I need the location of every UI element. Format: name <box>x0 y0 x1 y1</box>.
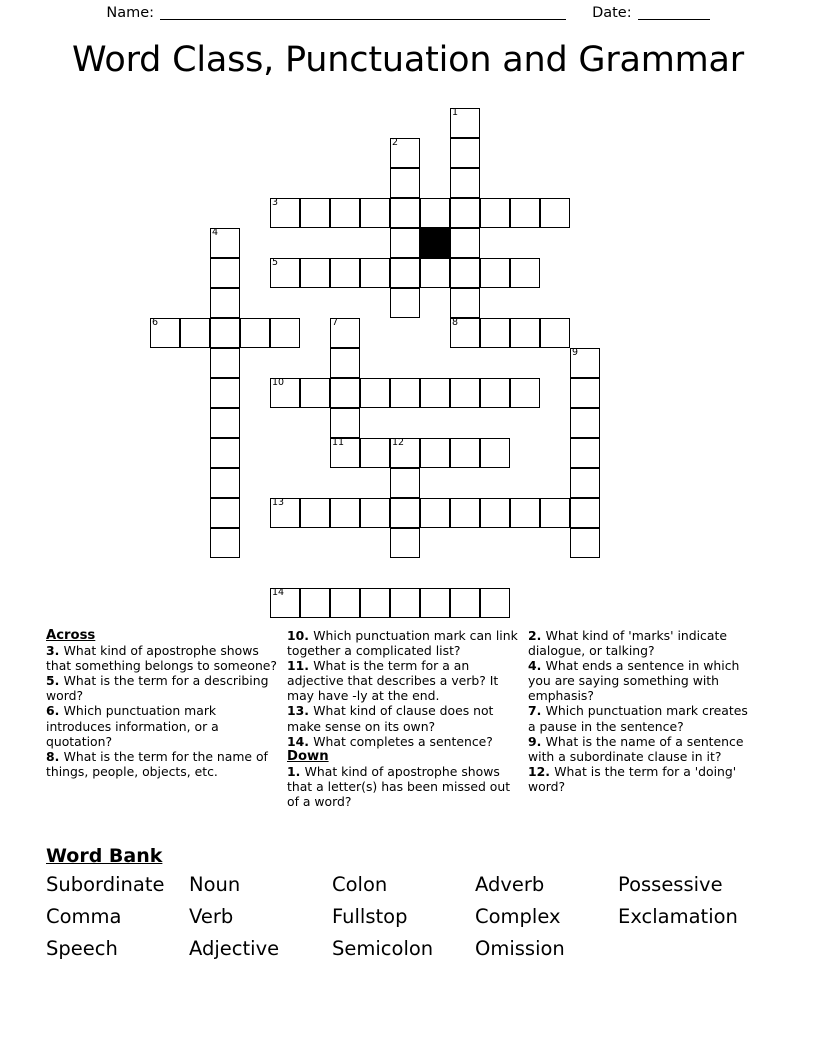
crossword-cell[interactable] <box>420 588 450 618</box>
crossword-cell[interactable] <box>330 198 360 228</box>
crossword-cell[interactable] <box>510 318 540 348</box>
crossword-cell[interactable] <box>570 408 600 438</box>
crossword-cell[interactable] <box>210 258 240 288</box>
crossword-cell[interactable] <box>210 468 240 498</box>
crossword-cell[interactable] <box>450 318 480 348</box>
crossword-cell[interactable] <box>360 588 390 618</box>
crossword-cell[interactable] <box>270 258 300 288</box>
clue-number: 13. <box>287 703 314 719</box>
crossword-cell[interactable] <box>270 378 300 408</box>
clue-number: 8. <box>46 748 64 764</box>
crossword-cell[interactable] <box>390 498 420 528</box>
crossword-cell[interactable] <box>510 498 540 528</box>
clue-text: What is the name of a sentence with a subordinate clause in it? <box>528 733 744 764</box>
cell-number: 14 <box>272 587 285 598</box>
crossword-cell[interactable] <box>450 168 480 198</box>
clue-number: 10. <box>287 628 314 643</box>
clue-text: What ends a sentence in which you are saying something with emphasis? <box>528 658 740 704</box>
word-bank-section <box>46 845 786 963</box>
crossword-cell[interactable] <box>480 258 510 288</box>
cell-number: 10 <box>272 377 285 388</box>
clue-item <box>528 764 759 794</box>
crossword-cell[interactable] <box>330 588 360 618</box>
cell-number: 8 <box>452 317 459 328</box>
crossword-cell[interactable] <box>480 198 510 228</box>
clue-column-1 <box>46 628 287 828</box>
cell-number: 5 <box>272 257 279 268</box>
crossword-cell[interactable] <box>330 438 360 468</box>
crossword-cell[interactable] <box>210 528 240 558</box>
word-bank-heading: Word Bank <box>46 845 163 867</box>
crossword-cell[interactable] <box>210 228 240 258</box>
crossword-cell[interactable] <box>330 408 360 438</box>
clue-column-2 <box>287 628 528 828</box>
crossword-cell[interactable] <box>210 348 240 378</box>
clue-item <box>528 703 759 733</box>
crossword-cell[interactable] <box>450 198 480 228</box>
crossword-cell[interactable] <box>510 378 540 408</box>
crossword-cell[interactable] <box>210 378 240 408</box>
crossword-cell[interactable] <box>480 378 510 408</box>
crossword-cell[interactable] <box>390 288 420 318</box>
clue-number: 3. <box>46 643 64 659</box>
word-bank-word[interactable]: Speech <box>46 937 118 960</box>
word-bank-word[interactable]: Exclamation <box>618 905 738 928</box>
clue-item <box>46 749 277 779</box>
crossword-cell[interactable] <box>330 318 360 348</box>
crossword-cell[interactable] <box>180 318 210 348</box>
crossword-cell[interactable] <box>510 258 540 288</box>
clue-number: 9. <box>528 733 546 749</box>
crossword-cell[interactable] <box>360 438 390 468</box>
crossword-cell[interactable] <box>210 498 240 528</box>
cell-number: 11 <box>332 437 345 448</box>
clue-item <box>46 703 277 748</box>
clue-number: 2. <box>528 628 546 643</box>
down-heading: Down <box>287 748 329 764</box>
clue-text: What kind of clause does not make sense on its own? <box>287 703 494 734</box>
crossword-cell[interactable] <box>450 498 480 528</box>
word-bank-word[interactable]: Semicolon <box>332 937 434 960</box>
crossword-cell[interactable] <box>420 378 450 408</box>
date-label: Date: <box>592 5 632 21</box>
clue-item <box>287 734 518 749</box>
clue-text: What is the term for the name of things, people, objects, etc. <box>46 748 268 779</box>
crossword-cell[interactable] <box>570 348 600 378</box>
crossword-cell[interactable] <box>420 198 450 228</box>
word-bank-word[interactable]: Subordinate <box>46 873 165 896</box>
crossword-cell[interactable] <box>210 318 240 348</box>
clue-text: Which punctuation mark introduces information, or a quotation? <box>46 703 219 749</box>
crossword-cell[interactable] <box>360 258 390 288</box>
cell-number: 7 <box>332 317 339 328</box>
date-write-line[interactable] <box>638 7 710 20</box>
clue-number: 4. <box>528 658 546 674</box>
name-write-line[interactable] <box>160 7 566 20</box>
crossword-cell[interactable] <box>360 498 390 528</box>
clue-text: What is the term for a 'doing' word? <box>528 763 737 794</box>
crossword-cell[interactable] <box>270 318 300 348</box>
crossword-cell[interactable] <box>390 228 420 258</box>
crossword-cell[interactable] <box>480 438 510 468</box>
crossword-cell[interactable] <box>390 198 420 228</box>
name-date-row <box>0 0 816 26</box>
cell-number: 4 <box>212 227 219 238</box>
word-bank-grid <box>46 871 786 963</box>
crossword-cell[interactable] <box>300 588 330 618</box>
crossword-cell[interactable] <box>480 498 510 528</box>
cell-number: 2 <box>392 137 399 148</box>
crossword-cell[interactable] <box>330 498 360 528</box>
crossword-cell[interactable] <box>210 288 240 318</box>
across-heading: Across <box>46 628 96 643</box>
word-bank-word[interactable]: Noun <box>189 873 241 896</box>
clue-number: 5. <box>46 673 64 689</box>
crossword-cell[interactable] <box>570 528 600 558</box>
clue-text: What is the term for a describing word? <box>46 673 269 704</box>
crossword-cell[interactable] <box>390 168 420 198</box>
crossword-cell[interactable] <box>480 588 510 618</box>
clue-item <box>528 734 759 764</box>
crossword-cell[interactable] <box>390 468 420 498</box>
crossword-cell[interactable] <box>150 318 180 348</box>
word-bank-word[interactable]: Adjective <box>189 937 280 960</box>
clue-text: Which punctuation mark creates a pause in the sentence? <box>528 703 748 734</box>
crossword-cell[interactable] <box>570 378 600 408</box>
crossword-cell[interactable] <box>570 498 600 528</box>
crossword-cell[interactable] <box>390 258 420 288</box>
clue-item <box>528 658 759 703</box>
clue-item <box>287 764 518 809</box>
crossword-cell[interactable] <box>300 378 330 408</box>
crossword-cell[interactable] <box>210 408 240 438</box>
crossword-cell[interactable] <box>330 348 360 378</box>
crossword-cell[interactable] <box>270 198 300 228</box>
cell-number: 13 <box>272 497 285 508</box>
crossword-cell[interactable] <box>540 318 570 348</box>
crossword-cell[interactable] <box>390 378 420 408</box>
crossword-cell[interactable] <box>420 498 450 528</box>
clue-number: 12. <box>528 763 555 779</box>
word-bank-word[interactable]: Verb <box>189 905 234 928</box>
word-bank-word[interactable]: Fullstop <box>332 905 408 928</box>
crossword-cell[interactable] <box>450 378 480 408</box>
crossword-cell[interactable] <box>390 138 420 168</box>
clue-text: What kind of 'marks' indicate dialogue, or talking? <box>528 628 727 659</box>
word-bank-empty <box>618 935 786 963</box>
name-label: Name: <box>106 5 155 21</box>
clue-item <box>46 673 277 703</box>
clue-number: 6. <box>46 703 64 719</box>
crossword-cell[interactable] <box>270 498 300 528</box>
cell-number: 3 <box>272 197 279 208</box>
crossword-cell[interactable] <box>510 198 540 228</box>
clue-item <box>528 628 759 658</box>
word-bank-word[interactable]: Omission <box>475 937 565 960</box>
crossword-cell[interactable] <box>450 438 480 468</box>
clue-text: Which punctuation mark can link together a complicated list? <box>287 628 518 659</box>
page-title: Word Class, Punctuation and Grammar <box>72 40 744 80</box>
crossword-cell[interactable] <box>300 498 330 528</box>
crossword-cell[interactable] <box>300 258 330 288</box>
word-bank-word[interactable]: Comma <box>46 905 122 928</box>
clue-item <box>46 643 277 673</box>
word-bank-word[interactable]: Colon <box>332 873 388 896</box>
clue-text: What kind of apostrophe shows that something belongs to someone? <box>46 643 278 674</box>
crossword-cell[interactable] <box>390 528 420 558</box>
crossword-cell[interactable] <box>450 588 480 618</box>
crossword-cell[interactable] <box>420 258 450 288</box>
crossword-cell[interactable] <box>330 258 360 288</box>
crossword-cell[interactable] <box>450 258 480 288</box>
crossword-block-cell <box>420 228 450 258</box>
clue-text: What completes a sentence? <box>313 733 493 749</box>
crossword-cell[interactable] <box>540 198 570 228</box>
crossword-cell[interactable] <box>270 588 300 618</box>
crossword-cell[interactable] <box>300 198 330 228</box>
cell-number: 6 <box>152 317 159 328</box>
clue-text: What kind of apostrophe shows that a letter(s) has been missed out of a word? <box>287 763 511 810</box>
word-bank-word[interactable]: Possessive <box>618 873 723 896</box>
clue-item <box>287 658 518 703</box>
crossword-cell[interactable] <box>540 498 570 528</box>
clue-column-3 <box>528 628 769 828</box>
crossword-cell[interactable] <box>330 378 360 408</box>
crossword-cell[interactable] <box>210 438 240 468</box>
crossword-cell[interactable] <box>420 438 450 468</box>
crossword-cell[interactable] <box>240 318 270 348</box>
word-bank-word[interactable]: Adverb <box>475 873 545 896</box>
crossword-cell[interactable] <box>360 378 390 408</box>
crossword-cell[interactable] <box>570 438 600 468</box>
cell-number: 1 <box>452 107 459 118</box>
crossword-grid[interactable] <box>150 108 816 628</box>
crossword-cell[interactable] <box>450 108 480 138</box>
clue-number: 14. <box>287 733 314 749</box>
crossword-cell[interactable] <box>570 468 600 498</box>
crossword-cell[interactable] <box>450 288 480 318</box>
cell-number: 12 <box>392 437 405 448</box>
clue-number: 11. <box>287 658 314 674</box>
crossword-cell[interactable] <box>360 198 390 228</box>
clue-item <box>287 628 518 658</box>
clues-section <box>46 628 770 828</box>
clue-number: 1. <box>287 763 305 779</box>
crossword-cell[interactable] <box>480 318 510 348</box>
clue-text: What is the term for a an adjective that describes a verb? It may have -ly at the end. <box>287 658 499 704</box>
crossword-cell[interactable] <box>450 138 480 168</box>
crossword-cell[interactable] <box>450 228 480 258</box>
cell-number: 9 <box>572 347 579 358</box>
clue-item <box>287 703 518 733</box>
word-bank-word[interactable]: Complex <box>475 905 561 928</box>
clue-number: 7. <box>528 703 546 719</box>
crossword-cell[interactable] <box>390 588 420 618</box>
crossword-cell[interactable] <box>390 438 420 468</box>
